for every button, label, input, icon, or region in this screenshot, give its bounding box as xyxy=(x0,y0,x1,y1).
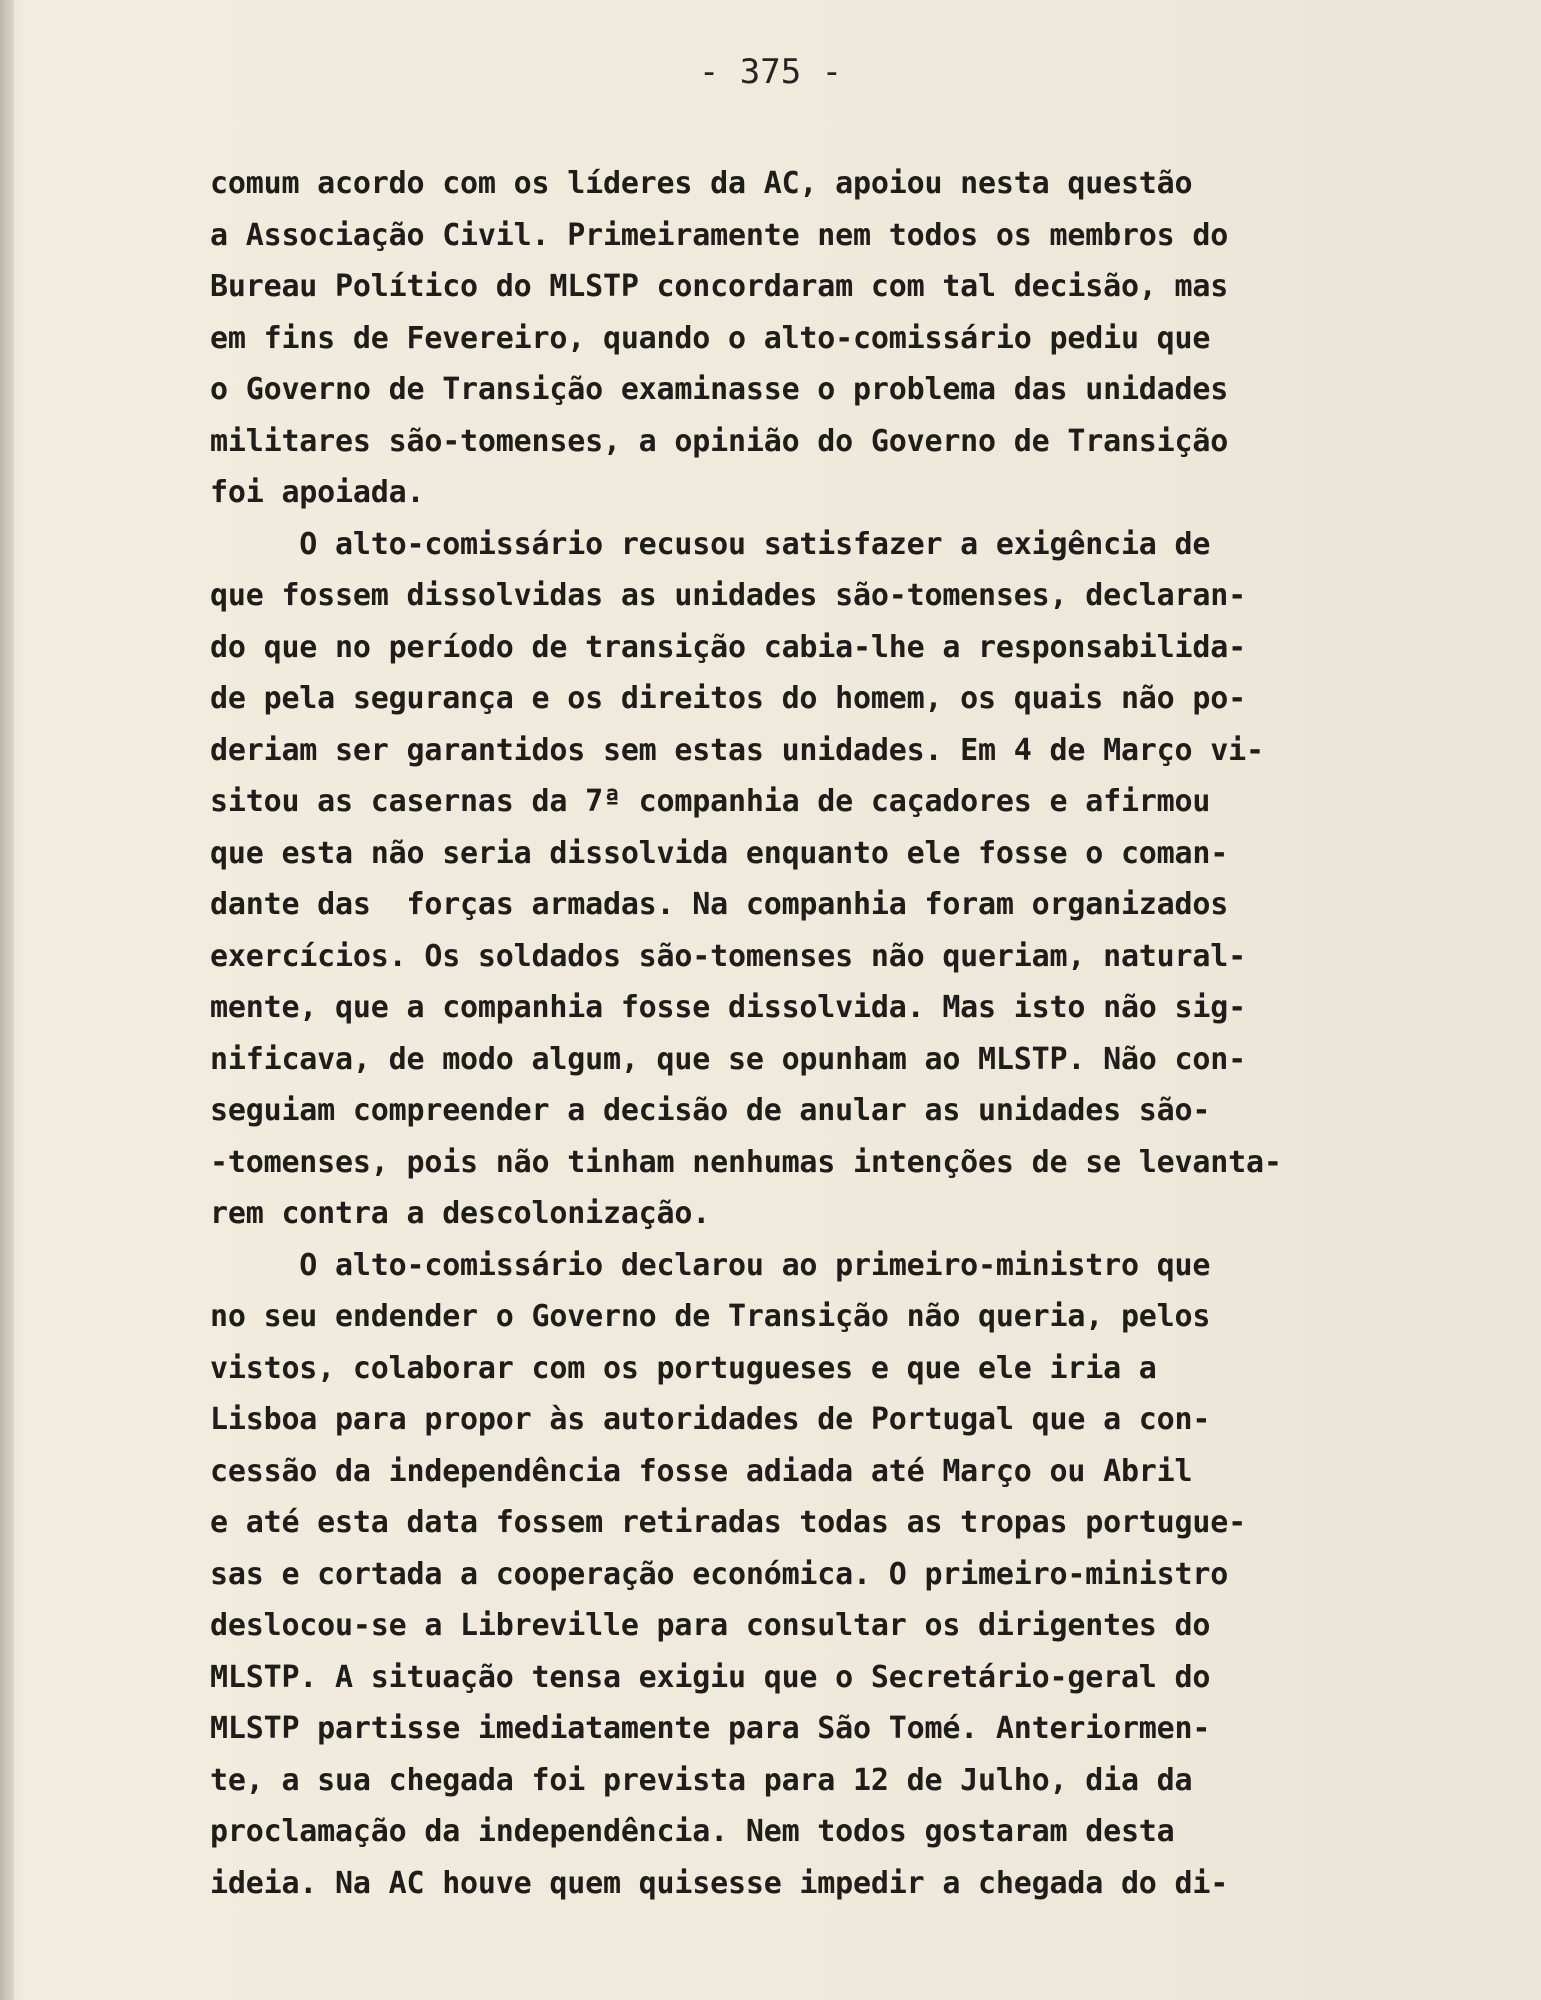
page-number: - 375 - xyxy=(698,52,843,92)
text-line: ideia. Na AC houve quem quisesse impedir a chegada do di- xyxy=(210,1865,1229,1901)
text-line: exercícios. Os soldados são-tomenses não queriam, natural- xyxy=(210,938,1246,974)
text-line: rem contra a descolonização. xyxy=(210,1196,711,1231)
text-line: cessão da independência fosse adiada até Março ou Abril xyxy=(210,1453,1193,1489)
text-line: no seu endender o Governo de Transição não queria, pelos xyxy=(210,1299,1211,1334)
text-line: seguiam compreender a decisão de anular as unidades são- xyxy=(210,1093,1211,1128)
text-line: O alto-comissário recusou satisfazer a exigência de xyxy=(210,526,1211,562)
text-line: deriam ser garantidos sem estas unidades. Em 4 de Março vi- xyxy=(210,732,1264,768)
text-line: sitou as casernas da 7ª companhia de caçadores e afirmou xyxy=(210,784,1211,819)
text-line: de pela segurança e os direitos do homem, os quais não po- xyxy=(210,681,1246,716)
text-line: dante das forças armadas. Na companhia foram organizados xyxy=(210,887,1229,922)
text-line: O alto-comissário declarou ao primeiro-ministro que xyxy=(210,1247,1211,1283)
text-line: a Associação Civil. Primeiramente nem todos os membros do xyxy=(210,217,1229,253)
text-line: e até esta data fossem retiradas todas as tropas portugue- xyxy=(210,1505,1246,1540)
text-line: que esta não seria dissolvida enquanto ele fosse o coman- xyxy=(210,835,1229,871)
page-left-edge xyxy=(0,0,14,2000)
text-line: vistos, colaborar com os portugueses e que ele iria a xyxy=(210,1350,1157,1386)
text-line: deslocou-se a Libreville para consultar os dirigentes do xyxy=(210,1608,1211,1643)
text-line: foi apoiada. xyxy=(210,475,425,510)
text-line: -tomenses, pois não tinham nenhumas intenções de se levanta- xyxy=(210,1144,1282,1180)
text-line: militares são-tomenses, a opinião do Governo de Transição xyxy=(210,423,1229,459)
text-line: MLSTP partisse imediatamente para São Tomé. Anteriormen- xyxy=(210,1711,1211,1746)
text-line: que fossem dissolvidas as unidades são-tomenses, declaran- xyxy=(210,578,1246,613)
text-line: sas e cortada a cooperação económica. O primeiro-ministro xyxy=(210,1556,1229,1592)
text-line: Lisboa para propor às autoridades de Portugal que a con- xyxy=(210,1402,1211,1437)
text-line: comum acordo com os líderes da AC, apoiou nesta questão xyxy=(210,166,1193,201)
text-line: te, a sua chegada foi prevista para 12 de Julho, dia da xyxy=(210,1762,1193,1798)
text-line: proclamação da independência. Nem todos gostaram desta xyxy=(210,1814,1175,1849)
body-text xyxy=(210,158,1470,1909)
text-line: Bureau Político do MLSTP concordaram com tal decisão, mas xyxy=(210,269,1229,304)
text-line: do que no período de transição cabia-lhe a responsabilida- xyxy=(210,629,1246,665)
text-line: o Governo de Transição examinasse o problema das unidades xyxy=(210,372,1229,407)
text-line: MLSTP. A situação tensa exigiu que o Secretário-geral do xyxy=(210,1659,1211,1695)
text-line: mente, que a companhia fosse dissolvida. Mas isto não sig- xyxy=(210,990,1246,1025)
text-line: em fins de Fevereiro, quando o alto-comissário pediu que xyxy=(210,320,1211,356)
text-line: nificava, de modo algum, que se opunham ao MLSTP. Não con- xyxy=(210,1041,1246,1077)
